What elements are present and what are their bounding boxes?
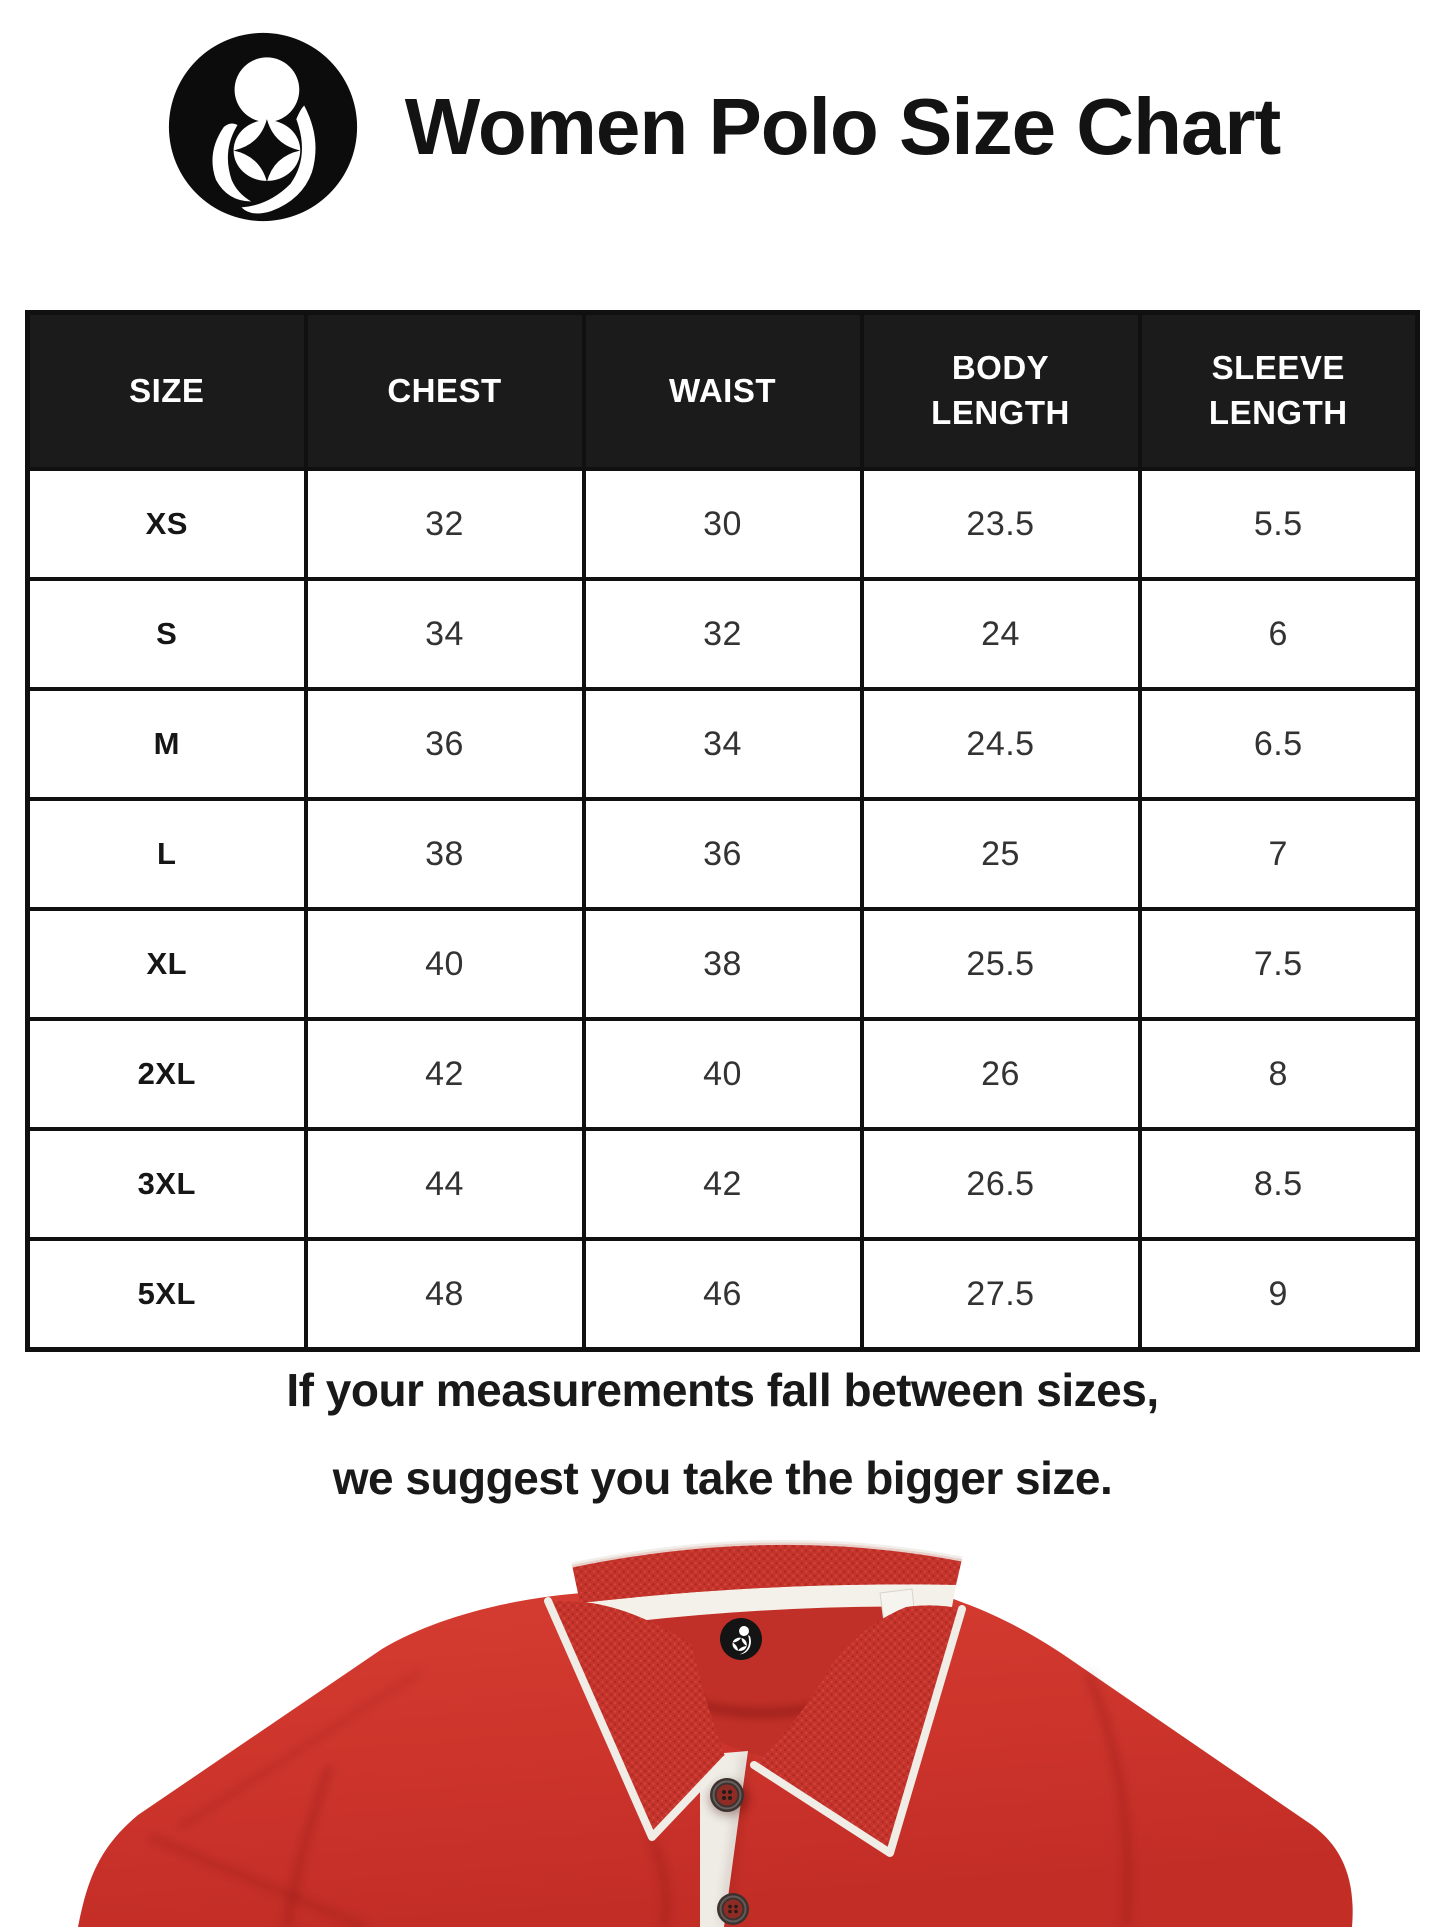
chest-value: 38: [306, 799, 584, 909]
waist-value: 36: [584, 799, 862, 909]
waist-value: 42: [584, 1129, 862, 1239]
page-title: Women Polo Size Chart: [404, 81, 1281, 171]
waist-value: 46: [584, 1239, 862, 1350]
fit-note-line-2: we suggest you take the bigger size.: [332, 1452, 1113, 1504]
chest-value: 48: [306, 1239, 584, 1350]
polo-shirt-photo: [0, 1497, 1445, 1927]
column-header-sleeve-length: SLEEVE LENGTH: [1140, 313, 1418, 470]
sleeve-length-value: 6: [1140, 579, 1418, 689]
table-row-xs: [28, 469, 1418, 579]
fit-note: [0, 1346, 1445, 1522]
sleeve-length-value: 8: [1140, 1019, 1418, 1129]
size-label: S: [28, 579, 306, 689]
mother-baby-logo-icon: [165, 29, 361, 225]
body-length-value: 23.5: [862, 469, 1140, 579]
waist-value: 34: [584, 689, 862, 799]
column-header-chest: CHEST: [306, 313, 584, 470]
chest-value: 44: [306, 1129, 584, 1239]
size-label: XS: [28, 469, 306, 579]
header: [0, 24, 1445, 229]
table-row-l: [28, 799, 1418, 909]
size-label: L: [28, 799, 306, 909]
waist-value: 30: [584, 469, 862, 579]
sleeve-length-value: 7: [1140, 799, 1418, 909]
table-row-3xl: [28, 1129, 1418, 1239]
table-row-s: [28, 579, 1418, 689]
body-length-value: 27.5: [862, 1239, 1140, 1350]
sleeve-length-value: 8.5: [1140, 1129, 1418, 1239]
table-row-xl: [28, 909, 1418, 1019]
sleeve-length-value: 5.5: [1140, 469, 1418, 579]
size-label: XL: [28, 909, 306, 1019]
chest-value: 34: [306, 579, 584, 689]
sleeve-length-value: 9: [1140, 1239, 1418, 1350]
waist-value: 32: [584, 579, 862, 689]
button-bottom: [717, 1893, 749, 1925]
table-row-m: [28, 689, 1418, 799]
chest-value: 40: [306, 909, 584, 1019]
size-chart-table: [25, 310, 1420, 1352]
body-length-value: 24.5: [862, 689, 1140, 799]
column-header-body-length: BODY LENGTH: [862, 313, 1140, 470]
body-length-value: 25: [862, 799, 1140, 909]
table-header-row: [28, 313, 1418, 470]
chest-value: 36: [306, 689, 584, 799]
column-header-waist: WAIST: [584, 313, 862, 470]
size-label: 3XL: [28, 1129, 306, 1239]
body-length-value: 26.5: [862, 1129, 1140, 1239]
fit-note-line-1: If your measurements fall between sizes,: [286, 1364, 1159, 1416]
body-length-value: 25.5: [862, 909, 1140, 1019]
sleeve-length-value: 6.5: [1140, 689, 1418, 799]
size-chart: [25, 310, 1420, 1352]
size-label: M: [28, 689, 306, 799]
table-row-2xl: [28, 1019, 1418, 1129]
table-row-5xl: [28, 1239, 1418, 1350]
waist-value: 40: [584, 1019, 862, 1129]
waist-value: 38: [584, 909, 862, 1019]
size-label: 5XL: [28, 1239, 306, 1350]
body-length-value: 26: [862, 1019, 1140, 1129]
sleeve-length-value: 7.5: [1140, 909, 1418, 1019]
chest-value: 32: [306, 469, 584, 579]
size-label: 2XL: [28, 1019, 306, 1129]
body-length-value: 24: [862, 579, 1140, 689]
column-header-size: SIZE: [28, 313, 306, 470]
chest-value: 42: [306, 1019, 584, 1129]
